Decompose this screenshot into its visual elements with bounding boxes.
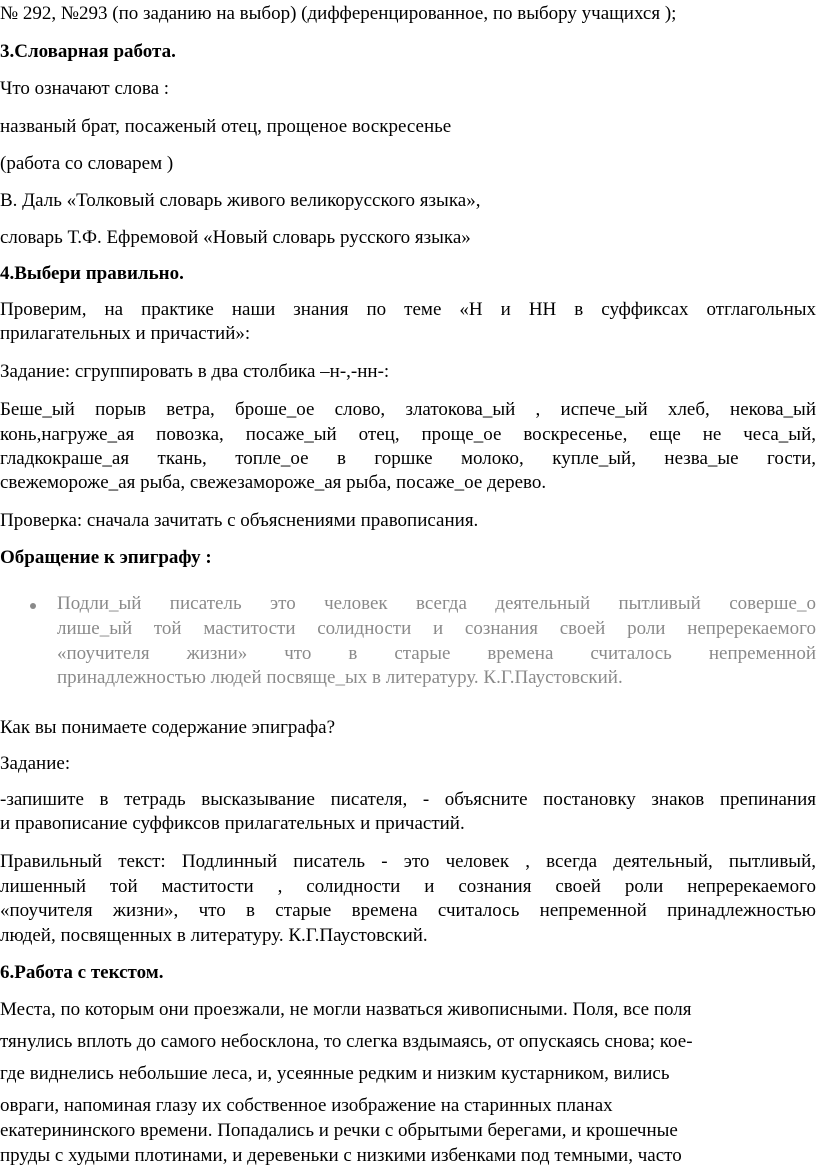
- paragraph-line: и правописание суффиксов прилагательных и причастий.: [0, 813, 465, 834]
- epigraph-line: «поучителя жизни» что в старые времена считалось непременной: [57, 643, 816, 664]
- paragraph-line: Правильный текст: Подлинный писатель - это человек , всегда деятельный, пытливый,: [0, 851, 816, 872]
- epigraph-line: принадлежностью людей посвяще_ых в литературу. К.Г.Паустовский.: [57, 667, 623, 688]
- text-line: екатерининского времени. Попадались и речки с обрытыми берегами, и крошечные: [0, 1120, 678, 1141]
- paragraph-line: «поучителя жизни», что в старые времена считалось непременной принадлежностью: [0, 900, 816, 921]
- section-heading: 4.Выбери правильно.: [0, 263, 184, 284]
- text-line: тянулись вплоть до самого небосклона, то слегка вздымаясь, от опускаясь снова; кое-: [0, 1031, 693, 1052]
- paragraph-line: Беше_ый порыв ветра, броше_ое слово, златокова_ый , испече_ый хлеб, некова_ый: [0, 399, 816, 420]
- epigraph-line: Подли_ый писатель это человек всегда деятельный пытливый соверше_о: [57, 593, 816, 614]
- section-heading: 6.Работа с текстом.: [0, 962, 164, 983]
- paragraph-line: прилагательных и причастий»:: [0, 323, 251, 344]
- text-line: Как вы понимаете содержание эпиграфа?: [0, 717, 336, 738]
- text-line: (работа со словарем ): [0, 153, 174, 174]
- text-line: № 292, №293 (по заданию на выбор) (дифференцированное, по выбору учащихся );: [0, 3, 677, 24]
- paragraph-line: конь,нагруже_ая повозка, посаже_ый отец, проще_ое воскресенье, еще не чеса_ый,: [0, 424, 816, 445]
- section-heading: 3.Словарная работа.: [0, 41, 176, 62]
- text-line: Что означают слова :: [0, 78, 170, 99]
- text-line: овраги, напоминая глазу их собственное изображение на старинных планах: [0, 1095, 613, 1116]
- epigraph-line: лише_ый той маститости солидности и сознания своей роли непререкаемого: [57, 618, 816, 639]
- text-line: словарь Т.Ф. Ефремовой «Новый словарь русского языка»: [0, 227, 471, 248]
- bullet-icon: [30, 603, 36, 609]
- paragraph-line: -запишите в тетрадь высказывание писателя, - объясните постановку знаков препинания: [0, 789, 816, 810]
- text-line: Задание:: [0, 753, 71, 774]
- section-heading: Обращение к эпиграфу :: [0, 547, 212, 568]
- text-line: Проверка: сначала зачитать с объяснениями правописания.: [0, 510, 479, 531]
- paragraph-line: Проверим, на практике наши знания по теме «Н и НН в суффиксах отглагольных: [0, 299, 816, 320]
- text-line: названый брат, посаженый отец, прощеное воскресенье: [0, 116, 452, 137]
- paragraph-line: свежеморожe_ая рыба, свежезаморожe_ая рыба, посаже_ое дерево.: [0, 472, 547, 493]
- paragraph-line: гладкокраше_ая ткань, топле_ое в горшке молоко, купле_ый, незва_ые гости,: [0, 448, 816, 469]
- paragraph-line: лишенный той маститости , солидности и сознания своей роли непререкаемого: [0, 876, 816, 897]
- text-line: где виднелись небольшие леса, и, усеянные редким и низким кустарником, вились: [0, 1063, 670, 1084]
- text-line: В. Даль «Толковый словарь живого великорусского языка»,: [0, 190, 481, 211]
- text-line: Места, по которым они проезжали, не могли назваться живописными. Поля, все поля: [0, 999, 692, 1020]
- paragraph-line: людей, посвященных в литературу. К.Г.Паустовский.: [0, 925, 428, 946]
- text-line: Задание: сгруппировать в два столбика –н-,-нн-:: [0, 361, 390, 382]
- text-line: пруды с худыми плотинами, и деревеньки с низкими избенками под темными, часто: [0, 1145, 682, 1166]
